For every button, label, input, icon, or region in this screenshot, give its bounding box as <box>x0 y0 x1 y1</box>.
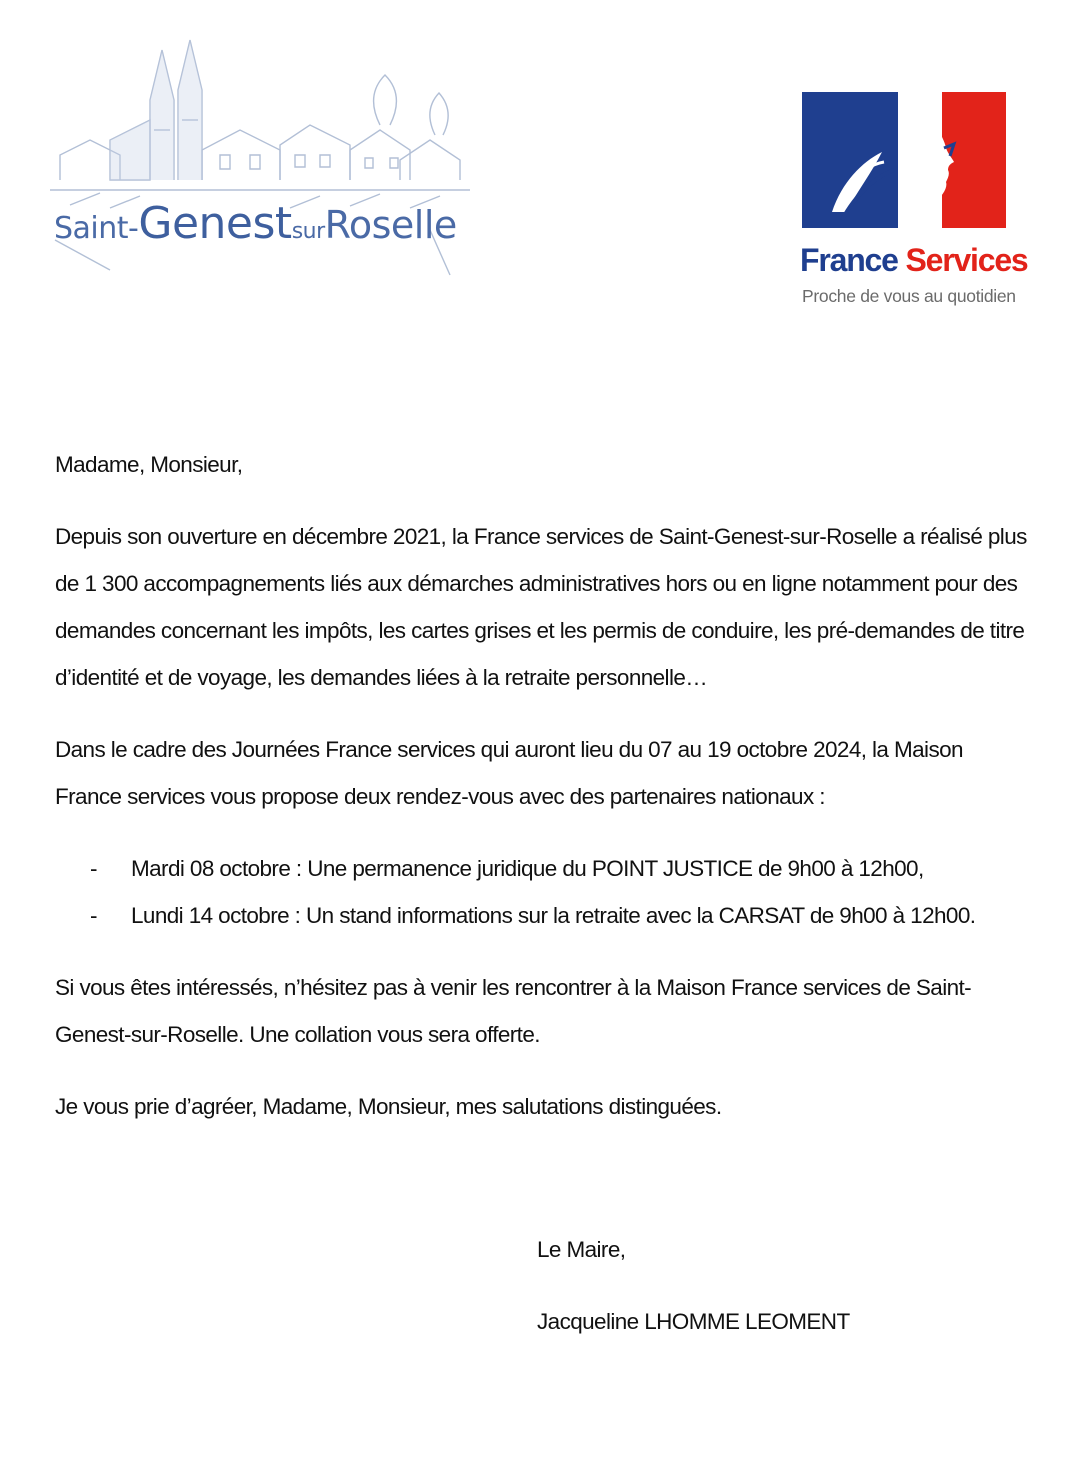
france-services-title-word1: France <box>800 242 898 278</box>
events-list <box>90 845 1030 939</box>
signature-name: Jacqueline LHOMME LEOMENT <box>537 1309 850 1334</box>
event-text: Mardi 08 octobre : Une permanence juridique du POINT JUSTICE de 9h00 à 12h00, <box>131 856 924 881</box>
france-services-logo <box>796 92 1036 322</box>
event-text: Lundi 14 octobre : Un stand informations sur la retraite avec la CARSAT de 9h00 à 12h00. <box>131 903 976 928</box>
france-services-tagline: Proche de vous au quotidien <box>802 286 1016 306</box>
town-name-part2: Genest <box>138 198 292 249</box>
paragraph-intro <box>55 513 1030 701</box>
france-services-title-word2: Services <box>905 242 1028 278</box>
town-name-part4: Roselle <box>324 203 457 247</box>
town-name <box>54 198 457 249</box>
france-services-title <box>800 242 1028 279</box>
paragraph-events-intro <box>55 726 1030 820</box>
town-name-part3: sur <box>291 219 325 244</box>
paragraph-invitation <box>55 964 1030 1058</box>
list-bullet: - <box>90 903 97 928</box>
salutation-text: Madame, Monsieur, <box>55 452 243 477</box>
paragraph-invitation-text: Si vous êtes intéressés, n’hésitez pas à venir les rencontrer à la Maison France services de Saint-Genest-sur-Roselle. Une collation vous sera offerte. <box>55 975 972 1047</box>
list-bullet: - <box>90 856 97 881</box>
closing-formula-text: Je vous prie d’agréer, Madame, Monsieur, mes salutations distinguées. <box>55 1094 722 1119</box>
town-name-part1: Saint- <box>54 211 139 246</box>
list-item <box>90 845 1030 892</box>
paragraph-intro-text: Depuis son ouverture en décembre 2021, la France services de Saint-Genest-sur-Roselle a réalisé plus de 1 300 accompagnements liés aux démarches administratives hors ou en ligne notamment pour des demandes concernant les impôts, les cartes grises et les permis de conduire, les pré-demandes de titre d’identité et de voyage, les demandes liées à la retraite personnelle… <box>55 524 1027 690</box>
marianne-flag-icon <box>802 92 1006 228</box>
closing-formula <box>55 1083 1030 1130</box>
list-item <box>90 892 1030 939</box>
paragraph-events-intro-text: Dans le cadre des Journées France services qui auront lieu du 07 au 19 octobre 2024, la Maison France services vous propose deux rendez-vous avec des partenaires nationaux : <box>55 737 963 809</box>
salutation <box>55 441 1030 488</box>
town-logo <box>50 30 470 280</box>
signature-title: Le Maire, <box>537 1237 626 1262</box>
